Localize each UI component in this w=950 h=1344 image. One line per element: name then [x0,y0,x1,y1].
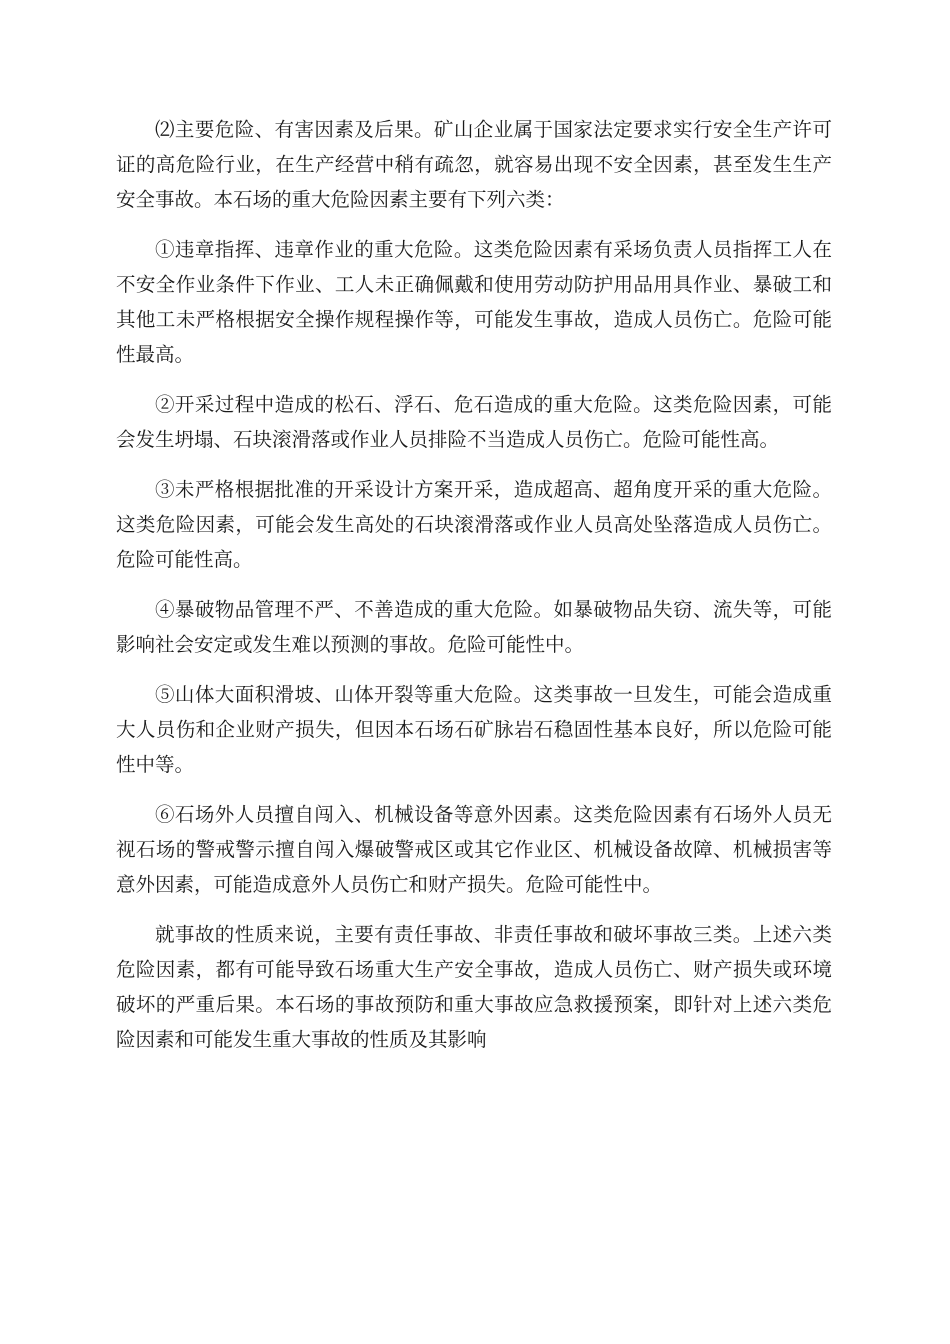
paragraph-hazard-3: ③未严格根据批准的开采设计方案开采，造成超高、超角度开采的重大危险。这类危险因素，可能会发生高处的石块滚滑落或作业人员高处坠落造成人员伤亡。危险可能性高。 [116,478,832,571]
document-body [116,112,832,1072]
paragraph-hazard-6: ⑥石场外人员擅自闯入、机械设备等意外因素。这类危险因素有石场外人员无视石场的警戒警示擅自闯入爆破警戒区或其它作业区、机械设备故障、机械损害等意外因素，可能造成意外人员伤亡和财产损失。危险可能性中。 [116,803,832,896]
paragraph-hazard-4: ④暴破物品管理不严、不善造成的重大危险。如暴破物品失窃、流失等，可能影响社会安定或发生难以预测的事故。危险可能性中。 [116,598,832,656]
paragraph-accident-nature: 就事故的性质来说，主要有责任事故、非责任事故和破坏事故三类。上述六类危险因素，都有可能导致石场重大生产安全事故，造成人员伤亡、财产损失或环境破坏的严重后果。本石场的事故预防和重大事故应急救援预案，即针对上述六类危险因素和可能发生重大事故的性质及其影响 [116,923,832,1051]
paragraph-hazard-5: ⑤山体大面积滑坡、山体开裂等重大危险。这类事故一旦发生，可能会造成重大人员伤和企业财产损失，但因本石场石矿脉岩石稳固性基本良好，所以危险可能性中等。 [116,683,832,776]
paragraph-hazard-2: ②开采过程中造成的松石、浮石、危石造成的重大危险。这类危险因素，可能会发生坍塌、石块滚滑落或作业人员排险不当造成人员伤亡。危险可能性高。 [116,393,832,451]
paragraph-hazards-intro: ⑵主要危险、有害因素及后果。矿山企业属于国家法定要求实行安全生产许可证的高危险行业，在生产经营中稍有疏忽，就容易出现不安全因素，甚至发生生产安全事故。本石场的重大危险因素主要有下列六类： [116,118,832,211]
paragraph-hazard-1: ①违章指挥、违章作业的重大危险。这类危险因素有采场负责人员指挥工人在不安全作业条件下作业、工人未正确佩戴和使用劳动防护用品用具作业、暴破工和其他工未严格根据安全操作规程操作等，可能发生事故，造成人员伤亡。危险可能性最高。 [116,238,832,366]
